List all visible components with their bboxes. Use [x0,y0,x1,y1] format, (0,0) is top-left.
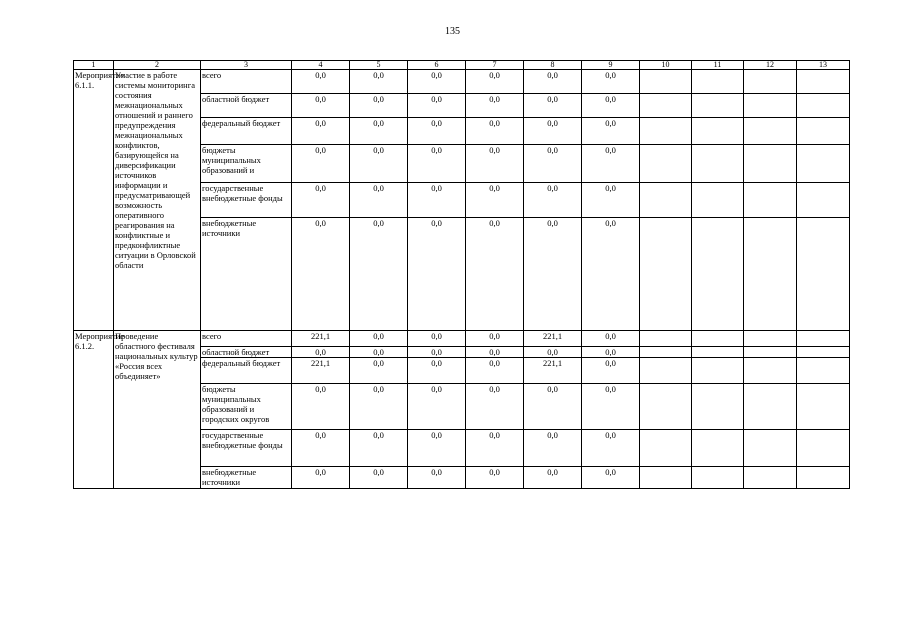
value-cell: 0,0 [524,218,582,331]
value-cell: 0,0 [524,384,582,430]
funding-source: государственные внебюджетные фонды [201,430,292,467]
empty-cell [744,118,797,145]
empty-cell [797,467,850,489]
empty-cell [797,145,850,183]
value-cell: 0,0 [292,70,350,94]
value-cell: 0,0 [582,118,640,145]
funding-source: федеральный бюджет [201,118,292,145]
value-cell: 0,0 [350,331,408,347]
empty-cell [797,94,850,118]
empty-cell [797,347,850,358]
empty-cell [640,183,692,218]
empty-cell [692,358,744,384]
value-cell: 0,0 [582,384,640,430]
empty-cell [640,331,692,347]
column-header: 11 [692,61,744,70]
column-header: 3 [201,61,292,70]
funding-source: внебюджетные источники [201,218,292,331]
empty-cell [640,467,692,489]
value-cell: 0,0 [408,358,466,384]
empty-cell [744,218,797,331]
column-header: 9 [582,61,640,70]
column-header: 6 [408,61,466,70]
value-cell: 0,0 [292,467,350,489]
column-header: 10 [640,61,692,70]
value-cell: 0,0 [582,358,640,384]
value-cell: 0,0 [524,94,582,118]
empty-cell [692,331,744,347]
empty-cell [797,118,850,145]
empty-cell [692,384,744,430]
funding-source: внебюджетные источники [201,467,292,489]
value-cell: 0,0 [408,384,466,430]
column-header: 5 [350,61,408,70]
value-cell: 0,0 [582,70,640,94]
value-cell: 0,0 [408,467,466,489]
value-cell: 221,1 [292,331,350,347]
funding-source: областной бюджет [201,94,292,118]
measure-code: Мероприятие 6.1.1. [74,70,114,331]
value-cell: 0,0 [408,145,466,183]
empty-cell [744,331,797,347]
empty-cell [640,384,692,430]
value-cell: 0,0 [350,183,408,218]
column-header: 12 [744,61,797,70]
value-cell: 0,0 [524,70,582,94]
empty-cell [692,183,744,218]
value-cell: 0,0 [524,347,582,358]
value-cell: 0,0 [466,94,524,118]
value-cell: 0,0 [582,347,640,358]
value-cell: 0,0 [524,118,582,145]
empty-cell [797,331,850,347]
value-cell: 0,0 [466,467,524,489]
empty-cell [692,70,744,94]
value-cell: 0,0 [582,467,640,489]
value-cell: 0,0 [350,145,408,183]
column-header: 13 [797,61,850,70]
value-cell: 0,0 [466,347,524,358]
measure-name: Проведение областного фестиваля национальных культур «Россия всех объединяет» [114,331,201,489]
empty-cell [797,430,850,467]
value-cell: 0,0 [350,384,408,430]
funding-source: федеральный бюджет [201,358,292,384]
value-cell: 0,0 [350,358,408,384]
value-cell: 0,0 [292,145,350,183]
empty-cell [744,467,797,489]
value-cell: 0,0 [292,94,350,118]
empty-cell [797,384,850,430]
empty-cell [797,218,850,331]
empty-cell [640,430,692,467]
empty-cell [744,430,797,467]
value-cell: 0,0 [466,145,524,183]
empty-cell [744,145,797,183]
empty-cell [797,183,850,218]
empty-cell [640,358,692,384]
value-cell: 0,0 [524,145,582,183]
empty-cell [797,358,850,384]
value-cell: 0,0 [292,183,350,218]
empty-cell [744,94,797,118]
table-row [74,70,850,94]
empty-cell [797,70,850,94]
empty-cell [640,94,692,118]
table-row [74,331,850,347]
value-cell: 0,0 [466,384,524,430]
value-cell: 0,0 [582,183,640,218]
column-header-row [74,61,850,70]
value-cell: 0,0 [350,94,408,118]
empty-cell [640,70,692,94]
value-cell: 0,0 [524,430,582,467]
empty-cell [640,347,692,358]
value-cell: 0,0 [350,118,408,145]
value-cell: 0,0 [582,94,640,118]
column-header: 4 [292,61,350,70]
empty-cell [692,467,744,489]
funding-source: областной бюджет [201,347,292,358]
empty-cell [692,94,744,118]
value-cell: 0,0 [466,70,524,94]
value-cell: 0,0 [466,358,524,384]
budget-table [73,60,850,489]
empty-cell [744,183,797,218]
value-cell: 0,0 [408,94,466,118]
value-cell: 0,0 [350,347,408,358]
value-cell: 0,0 [582,218,640,331]
value-cell: 0,0 [408,331,466,347]
value-cell: 0,0 [466,218,524,331]
empty-cell [692,218,744,331]
empty-cell [744,384,797,430]
value-cell: 221,1 [524,331,582,347]
value-cell: 0,0 [466,430,524,467]
empty-cell [692,145,744,183]
value-cell: 0,0 [292,218,350,331]
funding-source: государственные внебюджетные фонды [201,183,292,218]
empty-cell [692,430,744,467]
value-cell: 0,0 [350,430,408,467]
value-cell: 0,0 [408,183,466,218]
value-cell: 0,0 [408,430,466,467]
value-cell: 0,0 [350,467,408,489]
funding-source: бюджеты муниципальных образований и [201,145,292,183]
value-cell: 0,0 [292,430,350,467]
value-cell: 0,0 [350,218,408,331]
value-cell: 0,0 [292,384,350,430]
empty-cell [744,358,797,384]
measure-name: Участие в работе системы мониторинга состояния межнациональных отношений и раннего предупреждения межнациональных конфликтов, базирующейся на диверсификации источников информации и предусматривающей возможность оперативного реагирования на конфликтные и предконфликтные ситуации в Орловской области [114,70,201,331]
value-cell: 221,1 [292,358,350,384]
empty-cell [640,118,692,145]
empty-cell [744,347,797,358]
value-cell: 0,0 [582,331,640,347]
value-cell: 0,0 [292,118,350,145]
measure-code: Мероприятие 6.1.2. [74,331,114,489]
value-cell: 0,0 [350,70,408,94]
value-cell: 0,0 [466,183,524,218]
page-number: 135 [445,26,460,37]
value-cell: 0,0 [582,430,640,467]
empty-cell [692,347,744,358]
value-cell: 0,0 [292,347,350,358]
value-cell: 0,0 [524,183,582,218]
empty-cell [692,118,744,145]
funding-source: бюджеты муниципальных образований и городских округов [201,384,292,430]
funding-source: всего [201,331,292,347]
value-cell: 0,0 [466,118,524,145]
empty-cell [640,218,692,331]
value-cell: 221,1 [524,358,582,384]
value-cell: 0,0 [524,467,582,489]
funding-source: всего [201,70,292,94]
value-cell: 0,0 [408,347,466,358]
value-cell: 0,0 [408,118,466,145]
value-cell: 0,0 [408,70,466,94]
value-cell: 0,0 [408,218,466,331]
column-header: 8 [524,61,582,70]
table-body [74,61,850,489]
value-cell: 0,0 [466,331,524,347]
column-header: 2 [114,61,201,70]
column-header: 1 [74,61,114,70]
column-header: 7 [466,61,524,70]
empty-cell [640,145,692,183]
empty-cell [744,70,797,94]
value-cell: 0,0 [582,145,640,183]
